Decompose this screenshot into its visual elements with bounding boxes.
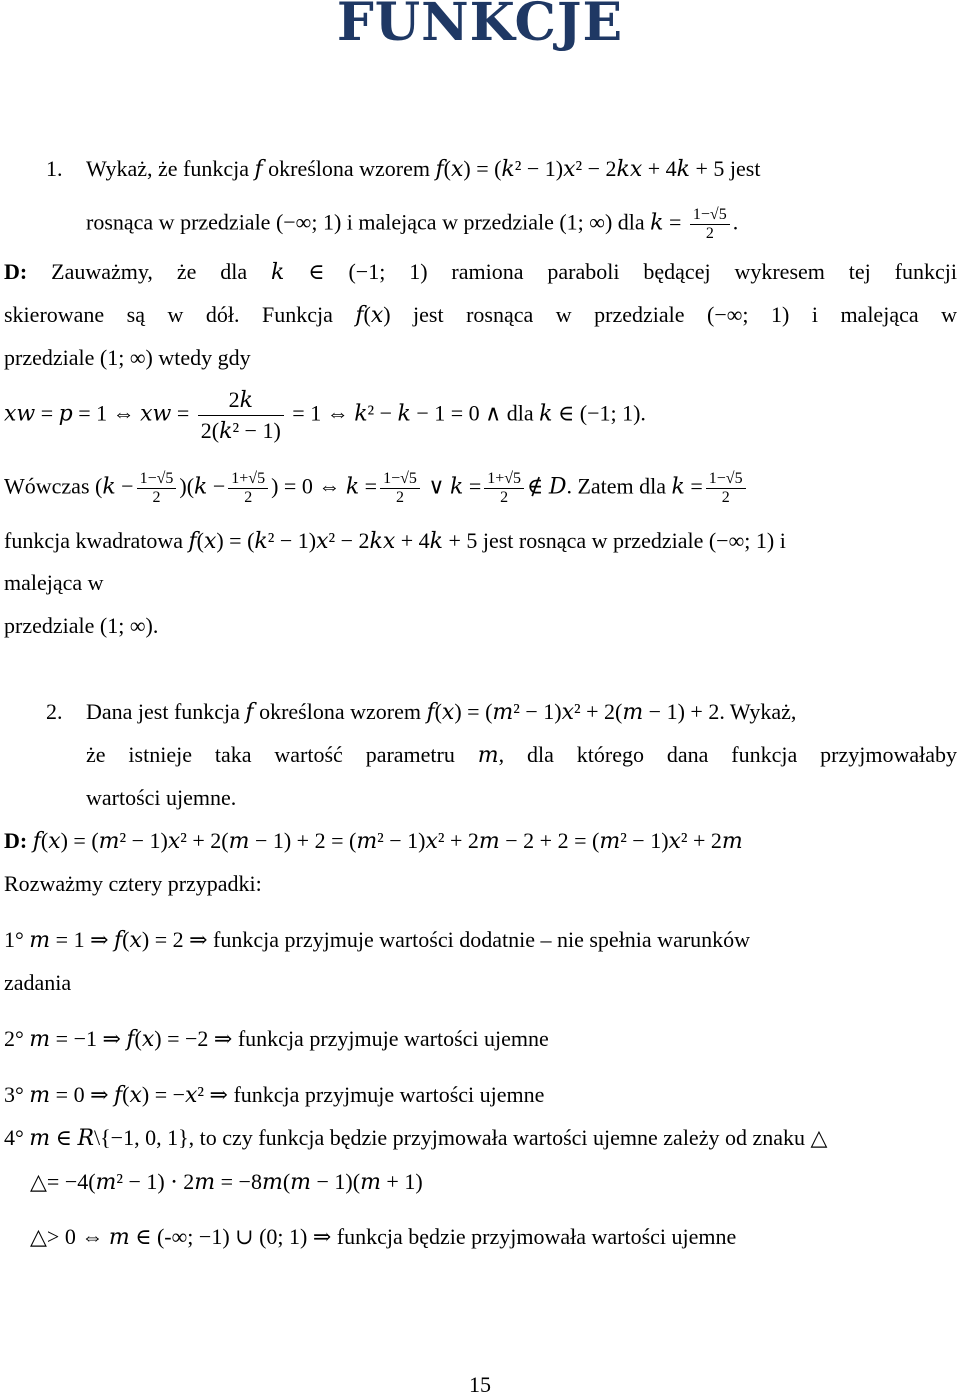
page-title: FUNKCJE bbox=[336, 0, 624, 53]
task1-line1: Wykaż, że funkcja 𝑓 określona wzorem 𝑓(𝑥) = (𝑘² − 1)𝑥² − 2𝑘𝑥 + 4𝑘 + 5 jest bbox=[86, 156, 761, 181]
solution1-line6: malejąca w bbox=[4, 570, 104, 595]
delta-condition: △> 0 ⇔ 𝑚 ∈ (-∞; −1) ∪ (0; 1) ⇒ funkcja będzie przyjmowała wartości ujemne bbox=[30, 1224, 737, 1249]
task1-line2-text: rosnąca w przedziale (−∞; 1) i malejąca w przedziale (1; ∞) dla 𝑘 = bbox=[86, 209, 682, 235]
case-3: 3° 𝑚 = 0 ⇒ 𝑓(𝑥) = −𝑥² ⇒ funkcja przyjmuje wartości ujemne bbox=[4, 1082, 545, 1107]
task2-line2: że istnieje taka wartość parametru 𝑚, dla którego dana funkcja przyjmowałaby bbox=[86, 742, 957, 767]
case-1-continued: zadania bbox=[4, 970, 72, 995]
task2-number: 2. bbox=[46, 699, 63, 724]
task1-line2: rosnąca w przedziale (−∞; 1) i malejąca w przedziale (1; ∞) dla 𝑘 = $\frac{1-√5}{2}$ . bbox=[86, 206, 739, 242]
solution1-line3: przedziale (1; ∞) wtedy gdy bbox=[4, 345, 251, 370]
solution2-line1: D: 𝑓(𝑥) = (𝑚² − 1)𝑥² + 2(𝑚 − 1) + 2 = (𝑚² − 1)𝑥² + 2𝑚 − 2 + 2 = (𝑚² − 1)𝑥² + 2𝑚 bbox=[4, 828, 743, 853]
page-number: 15 bbox=[469, 1372, 491, 1397]
solution1-line5: funkcja kwadratowa 𝑓(𝑥) = (𝑘² − 1)𝑥² − 2𝑘𝑥 + 4𝑘 + 5 jest rosnąca w przedziale (−∞; 1) i bbox=[4, 528, 786, 553]
solution1-line1: D: Zauważmy, że dla 𝑘 ∈ (−1; 1) ramiona paraboli będącej wykresem tej funkcji bbox=[4, 259, 957, 284]
solution1-wowczas: Wówczas (𝑘 − $\frac{1-√5}{2}$ )(𝑘 − $\frac{1+√5}{2}$ ) = 0 ⇔ 𝑘 = $\frac{1-√5}{2}$ ∨ 𝑘 = $\frac{1+√5}{2}$ ∉ 𝐷. Zatem dla 𝑘 = $\frac{1-√5}{2}$ bbox=[4, 470, 749, 507]
task2-line3: wartości ujemne. bbox=[86, 785, 237, 810]
solution2-label: D: bbox=[4, 828, 28, 853]
solution1-equation: 𝑥𝑤 = 𝑝 = 1 ⇔ 𝑥𝑤 = $\frac{\text{2𝑘}}{\text{2(𝑘² − 1)}}$ = 1 ⇔ 𝑘² − 𝑘 − 1 = 0 ∧ dla 𝑘 ∈ (−1; 1). bbox=[4, 385, 646, 446]
case-1: 1° 𝑚 = 1 ⇒ 𝑓(𝑥) = 2 ⇒ funkcja przyjmuje wartości dodatnie – nie spełnia warunków bbox=[4, 927, 751, 952]
case-4: 4° 𝑚 ∈ 𝑅\{−1, 0, 1}, to czy funkcja będzie przyjmowała wartości ujemne zależy od znaku △ bbox=[4, 1125, 828, 1150]
task1-number: 1. bbox=[46, 156, 63, 181]
solution1-line2: skierowane są w dół. Funkcja 𝑓(𝑥) jest rosnąca w przedziale (−∞; 1) i malejąca w bbox=[4, 302, 957, 327]
case-2: 2° 𝑚 = −1 ⇒ 𝑓(𝑥) = −2 ⇒ funkcja przyjmuje wartości ujemne bbox=[4, 1026, 549, 1051]
solution1-line7: przedziale (1; ∞). bbox=[4, 613, 159, 638]
delta-equation: △= −4(𝑚² − 1) ⋅ 2𝑚 = −8𝑚(𝑚 − 1)(𝑚 + 1) bbox=[30, 1169, 423, 1194]
xw-fraction: $\frac{\text{2𝑘}}{\text{2(𝑘² − 1)}}$ bbox=[198, 385, 284, 446]
task2-line1: Dana jest funkcja 𝑓 określona wzorem 𝑓(𝑥) = (𝑚² − 1)𝑥² + 2(𝑚 − 1) + 2. Wykaż, bbox=[86, 699, 797, 724]
task1-fraction: $\frac{1-√5}{2}$ bbox=[690, 206, 730, 243]
solution1-label: D: bbox=[4, 259, 28, 284]
solution2-line2: Rozważmy cztery przypadki: bbox=[4, 871, 262, 896]
